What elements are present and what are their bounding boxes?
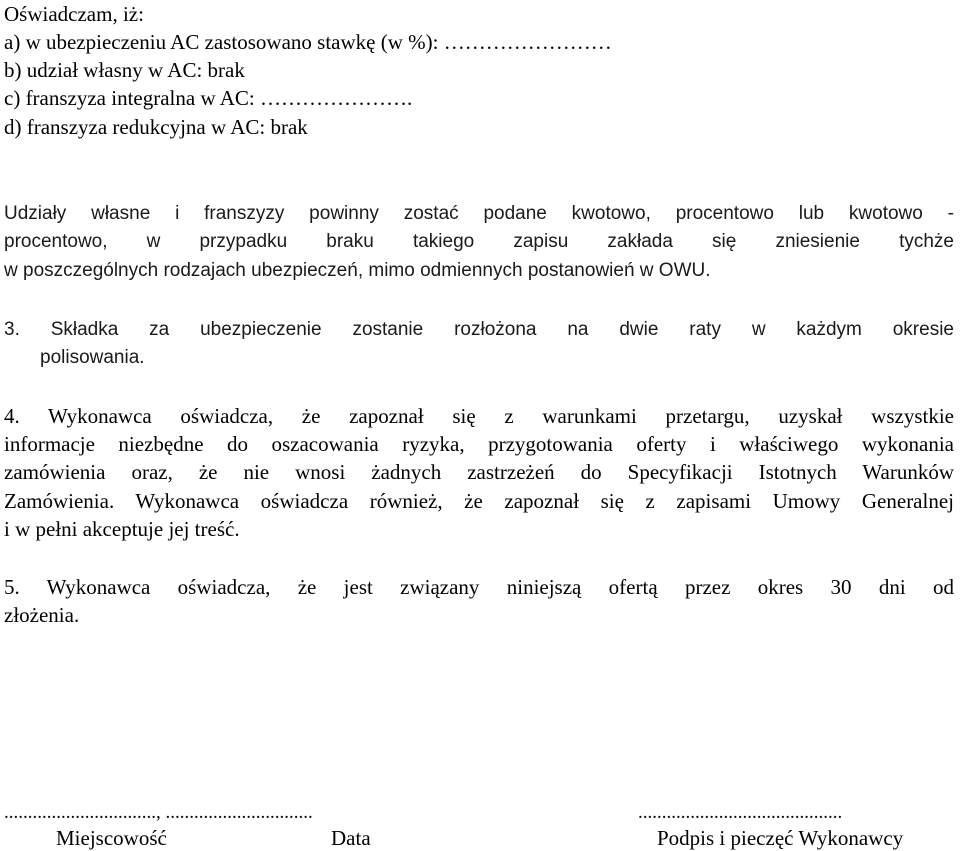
point-4-line-3: zamówienia oraz, że nie wnosi żadnych zastrzeżeń do Specyfikacji Istotnych Warunków	[4, 460, 954, 484]
note-line-1: Udziały własne i franszyzy powinny zostać podane kwotowo, procentowo lub kwotowo -	[4, 203, 954, 224]
item-ac-d: d) franszyza redukcyjna w AC: brak	[4, 115, 308, 139]
item-ac-a: a) w ubezpieczeniu AC zastosowano stawkę (w %): ……………………	[4, 30, 612, 54]
point-4-line-2: informacje niezbędne do oszacowania ryzyka, przygotowania oferty i właściwego wykonania	[4, 432, 954, 456]
signature-dots-sign: ...........................................	[638, 802, 843, 823]
point-4-line-5: i w pełni akceptuje jej treść.	[4, 517, 240, 541]
point-4-line-1: 4. Wykonawca oświadcza, że zapoznał się z warunkami przetargu, uzyskał wszystkie	[4, 404, 954, 428]
label-signature: Podpis i pieczęć Wykonawcy	[657, 826, 904, 850]
label-date: Data	[331, 826, 371, 850]
signature-dots-place-date: ................................, ...............................	[4, 802, 313, 823]
point-4-line-4: Zamówienia. Wykonawca oświadcza również, że zapoznał się z zapisami Umowy Generalnej	[4, 489, 954, 513]
point-3-line-2: polisowania.	[40, 347, 145, 368]
note-line-2: procentowo, w przypadku braku takiego zapisu zakłada się zniesienie tychże	[4, 231, 954, 252]
point-5-line-2: złożenia.	[4, 603, 80, 627]
point-3-line-1: 3. Składka za ubezpieczenie zostanie rozłożona na dwie raty w każdym okresie	[4, 319, 954, 340]
item-ac-c: c) franszyza integralna w AC: ………………….	[4, 86, 413, 110]
point-5-line-1: 5. Wykonawca oświadcza, że jest związany niniejszą ofertą przez okres 30 dni od	[4, 575, 954, 599]
note-line-3: w poszczególnych rodzajach ubezpieczeń, mimo odmiennych postanowień w OWU.	[4, 260, 711, 281]
label-place: Miejscowość	[56, 826, 167, 850]
item-ac-b: b) udział własny w AC: brak	[4, 58, 245, 82]
intro-text: Oświadczam, iż:	[4, 2, 144, 26]
